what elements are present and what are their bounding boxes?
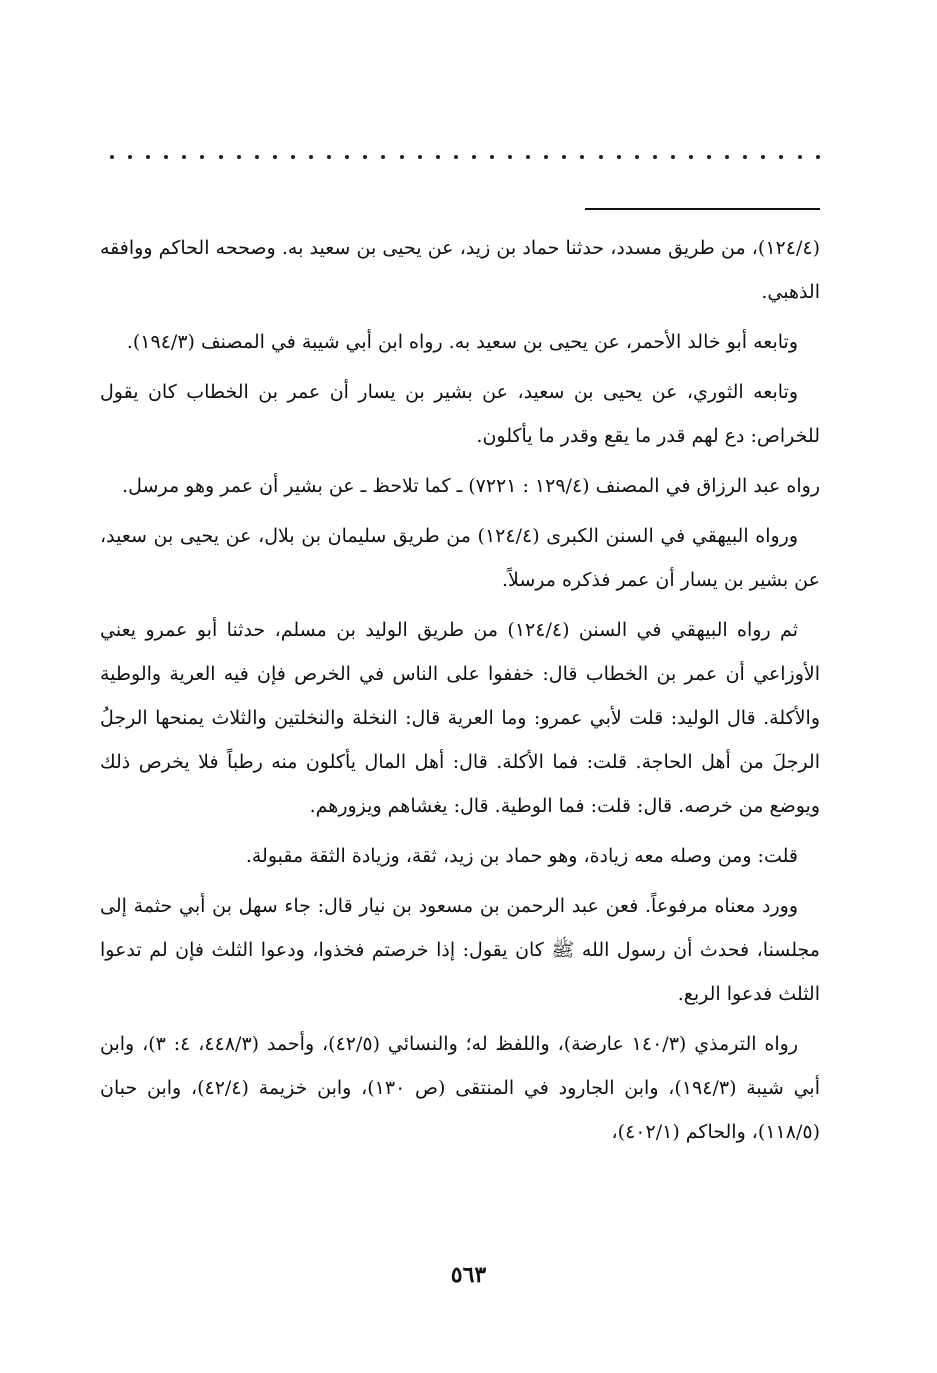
- footnote-paragraph: رواه عبد الرزاق في المصنف (١٢٩/٤ : ٧٢٢١) ـ كما تلاحظ ـ عن بشير أن عمر وهو مرسل.: [122, 475, 820, 497]
- footnote-rule: [585, 208, 820, 210]
- footnote-paragraph: رواه الترمذي (١٤٠/٣ عارضة)، واللفظ له؛ والنسائي (٤٢/٥)، وأحمد (٤٤٨/٣، ٤: ٣)، وابن أبي شيبة (١٩٤/٣)، وابن الجارود في المنتقى (ص ١٣٠)، وابن خزيمة (٤٢/٤)، وابن حبان (١١٨/٥)، والحاكم (٤٠٢/١)،: [100, 1033, 820, 1143]
- footnote-paragraph: وتابعه أبو خالد الأحمر، عن يحيى بن سعيد به. رواه ابن أبي شيبة في المصنف (١٩٤/٣).: [126, 331, 798, 353]
- footnote-paragraph: ورواه البيهقي في السنن الكبرى (١٢٤/٤) من طريق سليمان بن بلال، عن يحيى بن سعيد، عن بشير بن يسار أن عمر فذكره مرسلاً.: [100, 525, 820, 591]
- page-number: ٥٦٣: [450, 1262, 487, 1288]
- footnote-paragraph: (١٢٤/٤)، من طريق مسدد، حدثنا حماد بن زيد، عن يحيى بن سعيد به. وصححه الحاكم ووافقه الذهبي.: [100, 237, 820, 303]
- footnote-text: [100, 226, 820, 1160]
- footnote-paragraph: وورد معناه مرفوعاً. فعن عبد الرحمن بن مسعود بن نيار قال: جاء سهل بن أبي حثمة إلى مجلسنا، فحدث أن رسول الله ﷺ كان يقول: إذا خرصتم فخذوا، ودعوا الثلث فإن لم تدعوا الثلث فدعوا الربع.: [100, 895, 820, 1005]
- dotted-separator: [110, 150, 820, 164]
- footnote-paragraph: وتابعه الثوري، عن يحيى بن سعيد، عن بشير بن يسار أن عمر بن الخطاب كان يقول للخراص: دع لهم قدر ما يقع وقدر ما يأكلون.: [100, 381, 820, 447]
- footnote-paragraph: ثم رواه البيهقي في السنن (١٢٤/٤) من طريق الوليد بن مسلم، حدثنا أبو عمرو يعني الأوزاعي أن عمر بن الخطاب قال: خففوا على الناس في الخرص فإن فيه العرية والوطية والأكلة. قال الوليد: قلت لأبي عمرو: وما العرية قال: النخلة والنخلتين والثلاث يمنحها الرجلُ الرجلَ من أهل الحاجة. قلت: فما الأكلة. قال: أهل المال يأكلون منه رطباً فلا يخرص ذلك ويوضع من خرصه. قال: قلت: فما الوطية. قال: يغشاهم ويزورهم.: [100, 619, 820, 817]
- footnote-paragraph: قلت: ومن وصله معه زيادة، وهو حماد بن زيد، ثقة، وزيادة الثقة مقبولة.: [245, 845, 798, 867]
